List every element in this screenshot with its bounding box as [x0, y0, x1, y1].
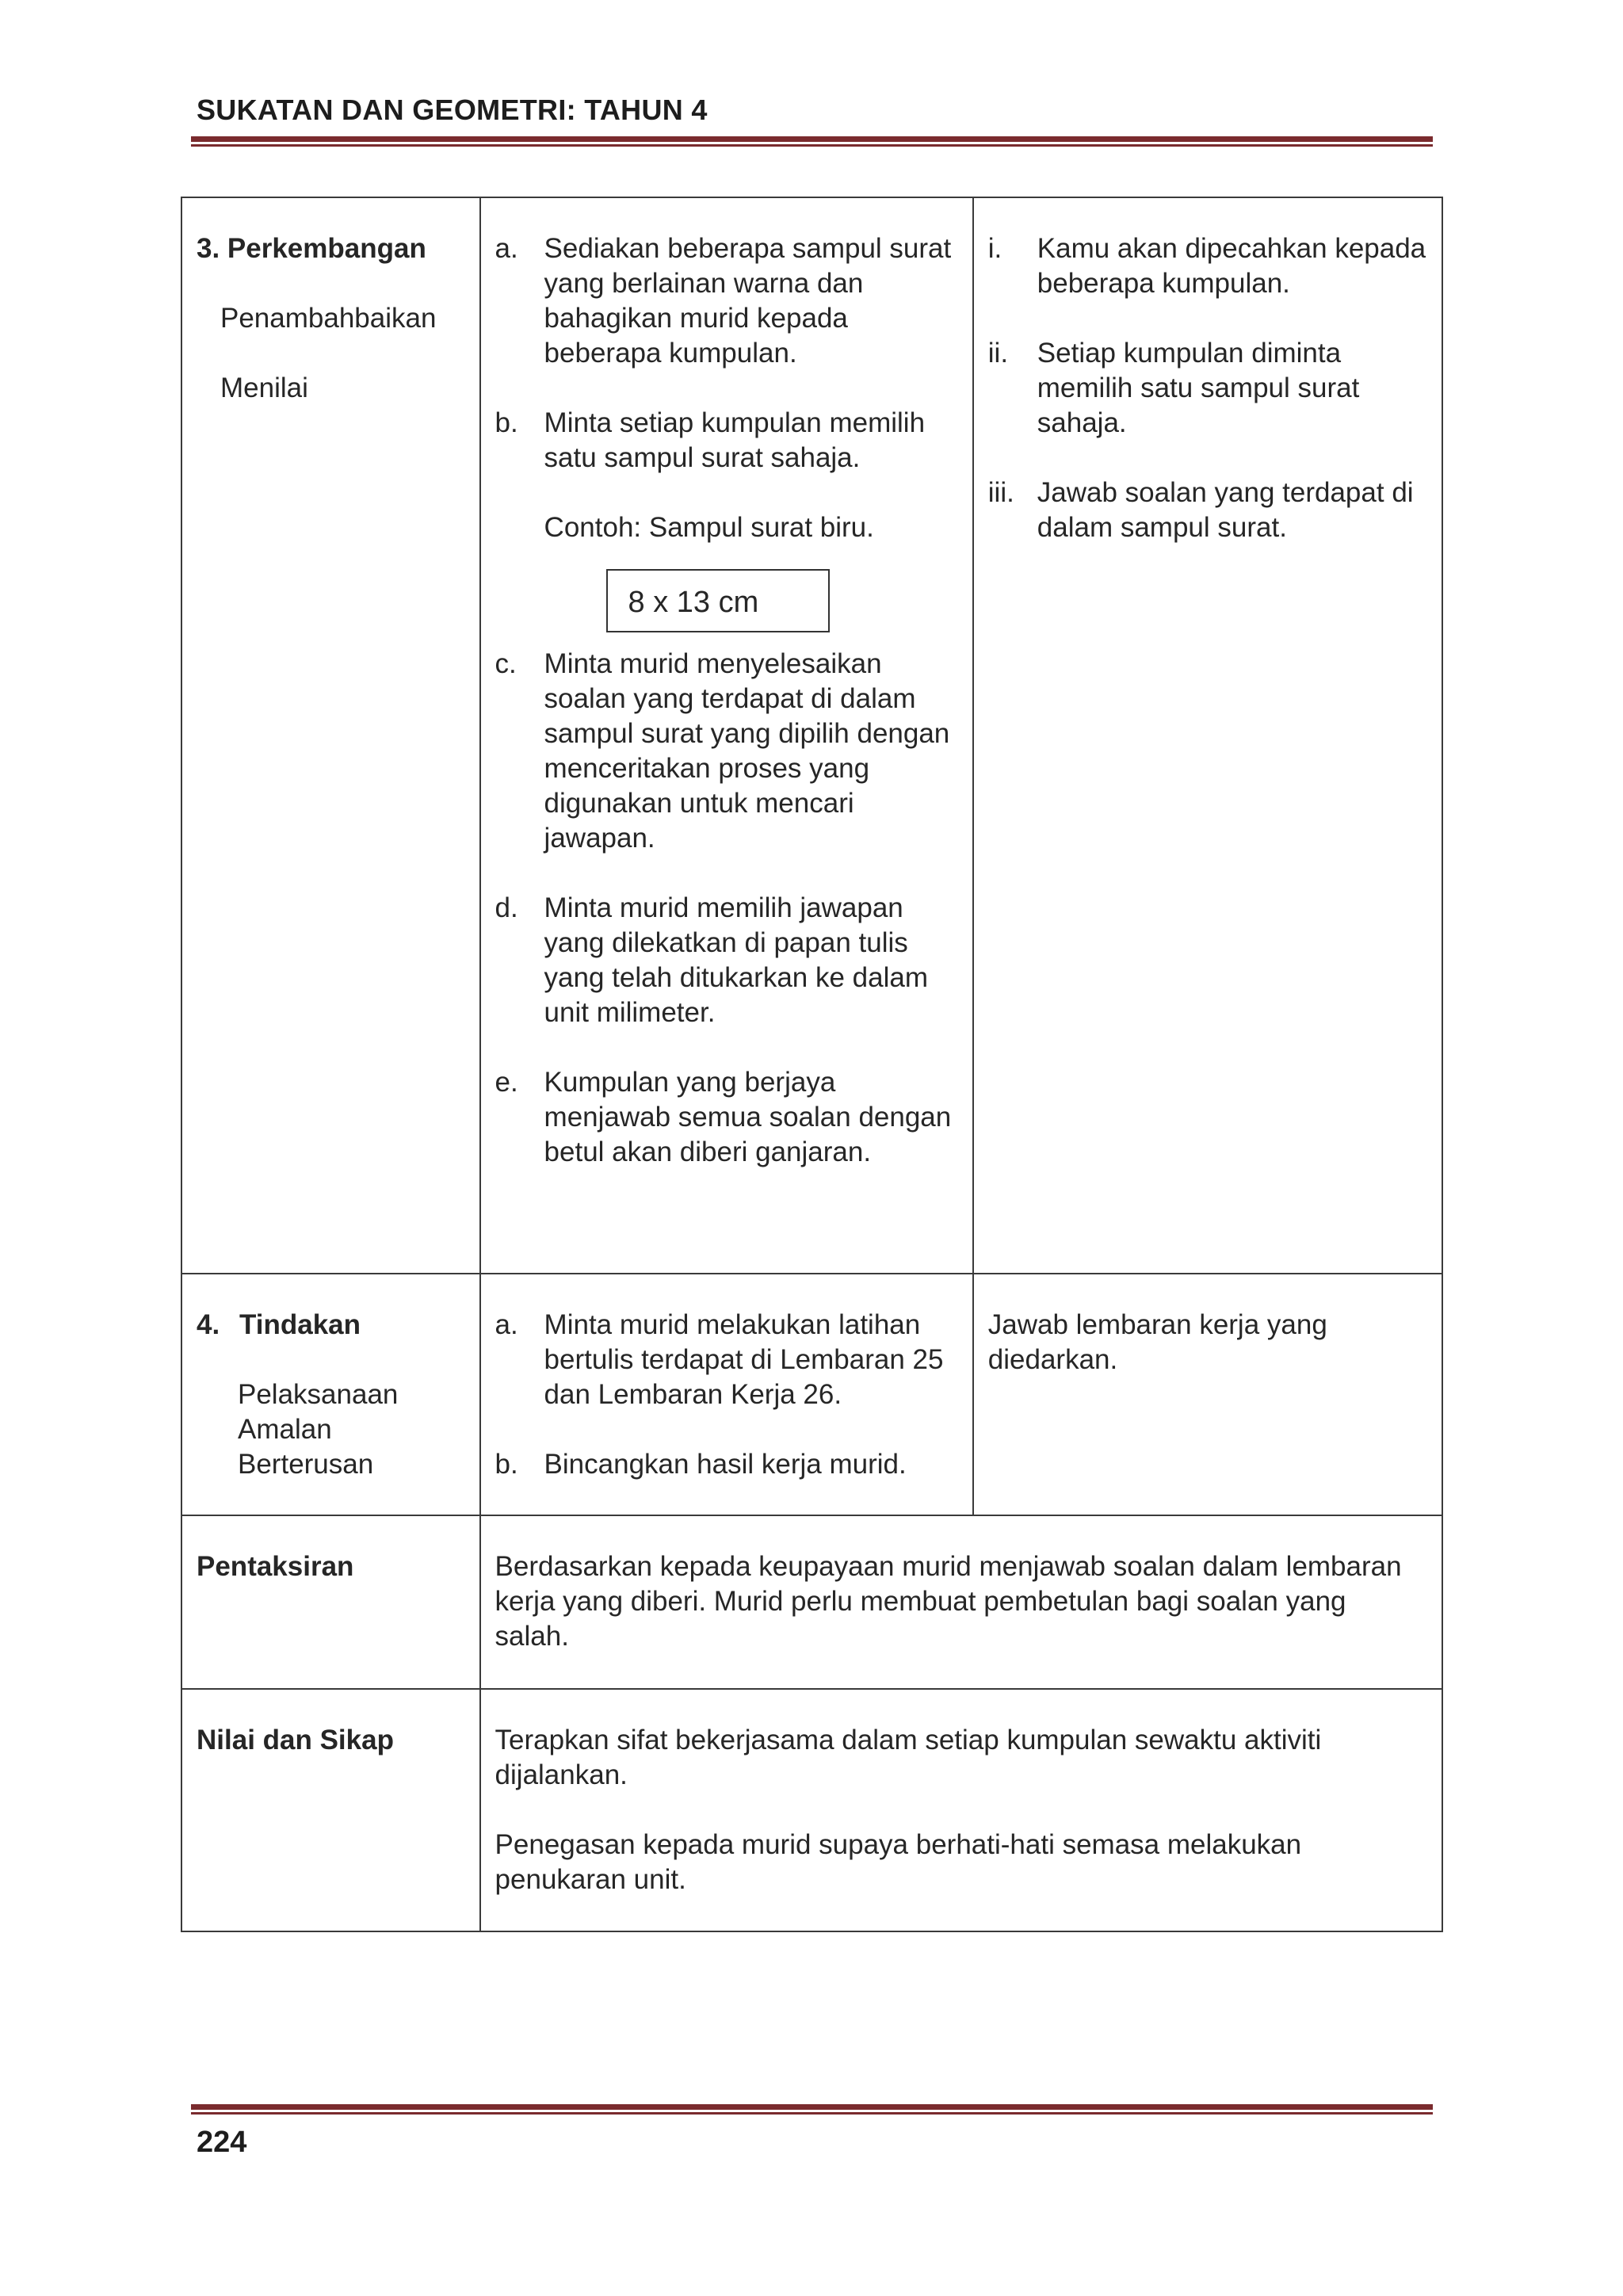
- page-number: 224: [197, 2126, 247, 2159]
- footer-rule: [191, 2104, 1433, 2115]
- list-text: Bincangkan hasil kerja murid.: [544, 1449, 907, 1480]
- list-item: [495, 1447, 958, 1482]
- list-item: [495, 231, 958, 371]
- values-text: Terapkan sifat bekerjasama dalam setiap kumpulan sewaktu aktiviti dijalankan.: [495, 1725, 1322, 1790]
- list-text: Setiap kumpulan diminta memilih satu sampul surat sahaja.: [1037, 338, 1360, 438]
- stage-sub-lines: [238, 1377, 465, 1482]
- list-marker: a.: [495, 1309, 518, 1340]
- list-item: [495, 1308, 958, 1412]
- stage-sub-label: Menilai: [220, 372, 308, 403]
- list-marker: a.: [495, 233, 518, 264]
- list-marker: i.: [987, 233, 1002, 264]
- row-pentaksiran: [181, 1515, 1442, 1689]
- row-tindakan: [181, 1274, 1442, 1515]
- lesson-table: [181, 197, 1443, 1932]
- list-item: [495, 1065, 958, 1170]
- example-text: Contoh: Sampul surat biru.: [544, 512, 874, 543]
- stage-title-text: Tindakan: [239, 1309, 361, 1340]
- assessment-text: Berdasarkan kepada keupayaan murid menjawab soalan dalam lembaran kerja yang diberi. Murid perlu membuat pembetulan bagi soalan yang salah.: [495, 1551, 1402, 1652]
- stage-number: 4.: [197, 1309, 220, 1340]
- list-marker: ii.: [987, 338, 1009, 369]
- stage-sub-label: Pelaksanaan: [238, 1379, 399, 1410]
- student-activity-cell: [973, 197, 1442, 1274]
- list-item: [495, 406, 958, 476]
- list-text: Sediakan beberapa sampul surat yang berlainan warna dan bahagikan murid kepada beberapa kumpulan.: [544, 233, 952, 369]
- list-text: Jawab soalan yang terdapat di dalam sampul surat.: [1037, 477, 1414, 543]
- label-cell: [181, 1515, 480, 1689]
- list-text: Minta murid memilih jawapan yang dilekatkan di papan tulis yang telah ditukarkan ke dalam unit milimeter.: [544, 892, 929, 1028]
- stage-cell-tindakan: [181, 1274, 480, 1515]
- student-text: Jawab lembaran kerja yang diedarkan.: [987, 1309, 1327, 1375]
- header-rule: [191, 136, 1433, 147]
- list-marker: d.: [495, 892, 518, 923]
- list-item: [495, 891, 958, 1030]
- list-item: [495, 647, 958, 856]
- content-cell: [480, 1515, 1442, 1689]
- list-text: Minta setiap kumpulan memilih satu sampul surat sahaja.: [544, 407, 926, 473]
- label-cell: [181, 1689, 480, 1931]
- teacher-activity-cell: [480, 197, 973, 1274]
- row-nilai-sikap: [181, 1689, 1442, 1931]
- list-text: Kumpulan yang berjaya menjawab semua soalan dengan betul akan diberi ganjaran.: [544, 1067, 952, 1167]
- example-size-box: 8 x 13 cm: [606, 569, 830, 632]
- list-text: Minta murid menyelesaikan soalan yang terdapat di dalam sampul surat yang dipilih dengan menceritakan proses yang digunakan untuk mencari jawapan.: [544, 648, 950, 854]
- stage-cell-perkembangan: [181, 197, 480, 1274]
- page-header-title: SUKATAN DAN GEOMETRI: TAHUN 4: [197, 94, 708, 126]
- row-perkembangan: [181, 197, 1442, 1274]
- list-text: Kamu akan dipecahkan kepada beberapa kumpulan.: [1037, 233, 1426, 299]
- stage-sub-label: Penambahbaikan: [220, 303, 437, 334]
- stage-sub-label: Amalan: [238, 1414, 332, 1445]
- list-marker: e.: [495, 1067, 518, 1098]
- stage-sub-label: Berterusan: [238, 1449, 374, 1480]
- list-marker: c.: [495, 648, 517, 679]
- row-label: Pentaksiran: [197, 1551, 354, 1582]
- row-label: Nilai dan Sikap: [197, 1725, 394, 1755]
- list-text: Minta murid melakukan latihan bertulis terdapat di Lembaran 25 dan Lembaran Kerja 26.: [544, 1309, 944, 1410]
- list-marker: b.: [495, 407, 518, 438]
- student-activity-cell: [973, 1274, 1442, 1515]
- teacher-activity-cell: [480, 1274, 973, 1515]
- values-text: Penegasan kepada murid supaya berhati-hati semasa melakukan penukaran unit.: [495, 1829, 1302, 1895]
- content-cell: [480, 1689, 1442, 1931]
- list-item: [988, 231, 1427, 301]
- list-marker: b.: [495, 1449, 518, 1480]
- stage-title: 3. Perkembangan: [197, 233, 426, 264]
- stage-title: [197, 1308, 465, 1343]
- list-item: [988, 336, 1427, 441]
- list-item: [988, 476, 1427, 545]
- list-marker: iii.: [987, 477, 1014, 508]
